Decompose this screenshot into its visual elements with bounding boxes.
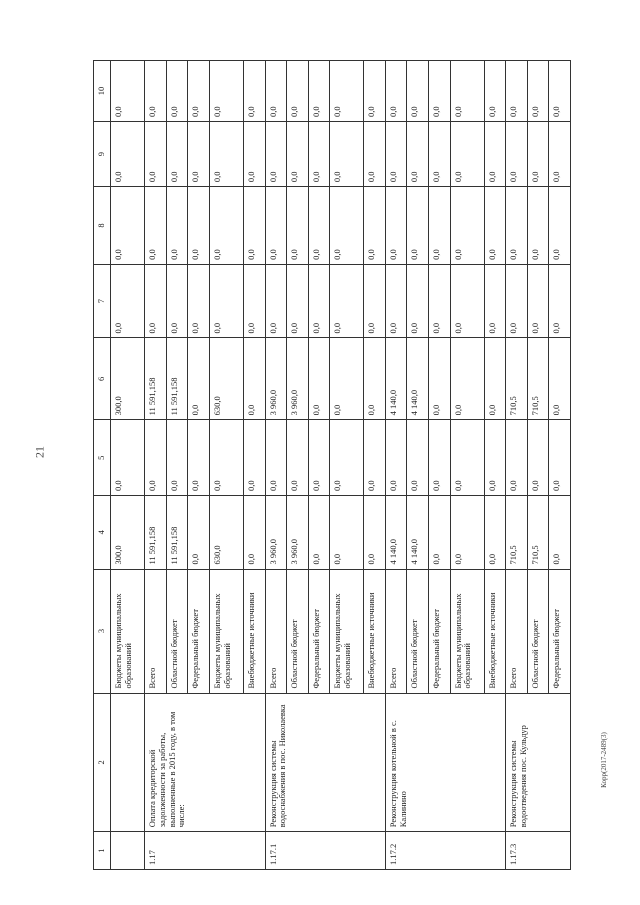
amount-cell: 0,0 [364, 264, 386, 338]
amount-cell: 300,0 [111, 496, 145, 570]
item-name: Реконструкция системы водоотведения пос. Кульдур [506, 693, 571, 832]
amount-cell: 0,0 [188, 187, 210, 265]
amount-cell: 0,0 [166, 61, 188, 122]
amount-cell: 3 960,0 [265, 496, 287, 570]
amount-cell: 0,0 [549, 338, 571, 420]
amount-cell: 0,0 [407, 61, 429, 122]
amount-cell: 0,0 [330, 338, 364, 420]
funding-source: Бюджеты муниципальных образований [111, 569, 145, 693]
amount-cell: 300,0 [111, 338, 145, 420]
amount-cell: 0,0 [308, 420, 330, 496]
amount-cell: 0,0 [450, 187, 484, 265]
amount-cell: 0,0 [308, 496, 330, 570]
amount-cell: 0,0 [450, 61, 484, 122]
column-number-header: 1 [94, 832, 111, 870]
amount-cell: 0,0 [385, 187, 407, 265]
amount-cell: 0,0 [287, 122, 309, 187]
item-code: 1.17 [145, 832, 265, 870]
table-body [111, 61, 571, 870]
amount-cell: 0,0 [385, 61, 407, 122]
item-code [111, 832, 145, 870]
amount-cell: 0,0 [188, 61, 210, 122]
amount-cell: 0,0 [330, 187, 364, 265]
amount-cell: 0,0 [145, 187, 167, 265]
amount-cell: 0,0 [111, 61, 145, 122]
amount-cell: 0,0 [166, 264, 188, 338]
item-name: Реконструкция котельной в с. Калинино [385, 693, 505, 832]
amount-cell: 0,0 [308, 187, 330, 265]
document-code: Корр(2017-2489(3) [600, 732, 608, 788]
amount-cell: 0,0 [308, 338, 330, 420]
amount-cell: 0,0 [429, 264, 451, 338]
amount-cell: 0,0 [243, 187, 265, 265]
amount-cell: 0,0 [484, 61, 506, 122]
amount-cell: 0,0 [287, 264, 309, 338]
funding-source: Всего [145, 569, 167, 693]
amount-cell: 0,0 [407, 122, 429, 187]
funding-source: Областной бюджет [166, 569, 188, 693]
rotated-table-wrapper [93, 60, 571, 870]
amount-cell: 0,0 [506, 61, 528, 122]
amount-cell: 0,0 [364, 496, 386, 570]
page-number: 21 [32, 446, 47, 458]
amount-cell: 0,0 [450, 264, 484, 338]
funding-source: Федеральный бюджет [188, 569, 210, 693]
funding-source: Федеральный бюджет [549, 569, 571, 693]
amount-cell: 0,0 [450, 338, 484, 420]
amount-cell: 0,0 [429, 187, 451, 265]
amount-cell: 0,0 [330, 496, 364, 570]
amount-cell: 710,5 [506, 496, 528, 570]
amount-cell: 0,0 [364, 420, 386, 496]
amount-cell: 0,0 [265, 122, 287, 187]
column-number-row [94, 61, 111, 870]
item-name: Оплата кредиторской задолженности за работы, выполненные в 2015 году, в том числе: [145, 693, 265, 832]
amount-cell: 0,0 [243, 420, 265, 496]
table-row [385, 61, 407, 870]
amount-cell: 4 140,0 [407, 338, 429, 420]
funding-source: Федеральный бюджет [429, 569, 451, 693]
amount-cell: 4 140,0 [385, 338, 407, 420]
funding-source: Бюджеты муниципальных образований [330, 569, 364, 693]
amount-cell: 0,0 [287, 420, 309, 496]
amount-cell: 0,0 [188, 420, 210, 496]
amount-cell: 0,0 [385, 420, 407, 496]
amount-cell: 710,5 [527, 496, 549, 570]
amount-cell: 0,0 [243, 264, 265, 338]
amount-cell: 0,0 [265, 61, 287, 122]
amount-cell: 0,0 [265, 187, 287, 265]
amount-cell: 0,0 [188, 496, 210, 570]
amount-cell: 0,0 [308, 264, 330, 338]
amount-cell: 0,0 [549, 496, 571, 570]
amount-cell: 3 960,0 [287, 338, 309, 420]
column-number-header: 5 [94, 420, 111, 496]
amount-cell: 0,0 [385, 122, 407, 187]
column-number-header: 9 [94, 122, 111, 187]
amount-cell: 0,0 [330, 61, 364, 122]
amount-cell: 0,0 [166, 122, 188, 187]
amount-cell: 0,0 [188, 338, 210, 420]
amount-cell: 0,0 [429, 420, 451, 496]
amount-cell: 0,0 [450, 420, 484, 496]
funding-source: Бюджеты муниципальных образований [209, 569, 243, 693]
amount-cell: 11 591,158 [145, 338, 167, 420]
amount-cell: 0,0 [506, 420, 528, 496]
amount-cell: 0,0 [549, 61, 571, 122]
amount-cell: 0,0 [209, 264, 243, 338]
amount-cell: 0,0 [111, 187, 145, 265]
column-number-header: 7 [94, 264, 111, 338]
amount-cell: 0,0 [506, 122, 528, 187]
amount-cell: 0,0 [429, 61, 451, 122]
funding-source: Областной бюджет [527, 569, 549, 693]
amount-cell: 710,5 [527, 338, 549, 420]
amount-cell: 0,0 [549, 420, 571, 496]
funding-source: Всего [265, 569, 287, 693]
amount-cell: 0,0 [364, 61, 386, 122]
amount-cell: 0,0 [385, 264, 407, 338]
table-row [111, 61, 145, 870]
amount-cell: 0,0 [243, 122, 265, 187]
amount-cell: 0,0 [308, 122, 330, 187]
column-number-header: 3 [94, 569, 111, 693]
amount-cell: 0,0 [209, 61, 243, 122]
amount-cell: 4 140,0 [385, 496, 407, 570]
amount-cell: 0,0 [484, 496, 506, 570]
amount-cell: 3 960,0 [287, 496, 309, 570]
item-code: 1.17.2 [385, 832, 505, 870]
funding-source: Всего [385, 569, 407, 693]
funding-source: Внебюджетные источники [243, 569, 265, 693]
amount-cell: 0,0 [506, 264, 528, 338]
amount-cell: 630,0 [209, 338, 243, 420]
amount-cell: 0,0 [549, 264, 571, 338]
column-number-header: 2 [94, 693, 111, 832]
amount-cell: 0,0 [243, 338, 265, 420]
amount-cell: 0,0 [287, 187, 309, 265]
amount-cell: 0,0 [145, 122, 167, 187]
amount-cell: 0,0 [145, 264, 167, 338]
amount-cell: 4 140,0 [407, 496, 429, 570]
amount-cell: 0,0 [484, 264, 506, 338]
amount-cell: 0,0 [166, 420, 188, 496]
amount-cell: 3 960,0 [265, 338, 287, 420]
amount-cell: 0,0 [484, 338, 506, 420]
amount-cell: 0,0 [450, 122, 484, 187]
funding-source: Областной бюджет [407, 569, 429, 693]
amount-cell: 0,0 [166, 187, 188, 265]
amount-cell: 11 591,158 [166, 496, 188, 570]
amount-cell: 0,0 [429, 122, 451, 187]
column-number-header: 6 [94, 338, 111, 420]
amount-cell: 0,0 [527, 61, 549, 122]
amount-cell: 0,0 [527, 420, 549, 496]
amount-cell: 0,0 [209, 122, 243, 187]
amount-cell: 0,0 [364, 338, 386, 420]
amount-cell: 0,0 [330, 264, 364, 338]
amount-cell: 0,0 [145, 61, 167, 122]
amount-cell: 0,0 [188, 122, 210, 187]
amount-cell: 0,0 [549, 122, 571, 187]
amount-cell: 0,0 [407, 264, 429, 338]
amount-cell: 0,0 [330, 122, 364, 187]
funding-source: Всего [506, 569, 528, 693]
table-row [145, 61, 167, 870]
amount-cell: 710,5 [506, 338, 528, 420]
amount-cell: 0,0 [484, 122, 506, 187]
amount-cell: 0,0 [243, 496, 265, 570]
amount-cell: 0,0 [364, 122, 386, 187]
amount-cell: 0,0 [287, 61, 309, 122]
amount-cell: 0,0 [145, 420, 167, 496]
funding-source: Бюджеты муниципальных образований [450, 569, 484, 693]
amount-cell: 0,0 [407, 420, 429, 496]
amount-cell: 0,0 [484, 187, 506, 265]
financing-table [93, 60, 571, 870]
amount-cell: 0,0 [243, 61, 265, 122]
amount-cell: 0,0 [330, 420, 364, 496]
item-code: 1.17.1 [265, 832, 385, 870]
amount-cell: 0,0 [209, 187, 243, 265]
item-name [111, 693, 145, 832]
table-row [506, 61, 528, 870]
amount-cell: 0,0 [209, 420, 243, 496]
column-number-header: 4 [94, 496, 111, 570]
amount-cell: 0,0 [407, 187, 429, 265]
funding-source: Областной бюджет [287, 569, 309, 693]
amount-cell: 0,0 [111, 264, 145, 338]
amount-cell: 0,0 [484, 420, 506, 496]
item-name: Реконструкция системы водоснабжения в пос. Николаевка [265, 693, 385, 832]
funding-source: Внебюджетные источники [364, 569, 386, 693]
amount-cell: 0,0 [506, 187, 528, 265]
amount-cell: 0,0 [111, 122, 145, 187]
table-row [265, 61, 287, 870]
amount-cell: 11 591,158 [166, 338, 188, 420]
amount-cell: 0,0 [527, 264, 549, 338]
amount-cell: 0,0 [450, 496, 484, 570]
amount-cell: 0,0 [429, 496, 451, 570]
amount-cell: 0,0 [549, 187, 571, 265]
amount-cell: 0,0 [308, 61, 330, 122]
amount-cell: 0,0 [527, 122, 549, 187]
column-number-header: 8 [94, 187, 111, 265]
amount-cell: 0,0 [527, 187, 549, 265]
amount-cell: 0,0 [188, 264, 210, 338]
amount-cell: 11 591,158 [145, 496, 167, 570]
funding-source: Внебюджетные источники [484, 569, 506, 693]
item-code: 1.17.3 [506, 832, 571, 870]
amount-cell: 0,0 [265, 264, 287, 338]
amount-cell: 0,0 [364, 187, 386, 265]
column-number-header: 10 [94, 61, 111, 122]
amount-cell: 0,0 [429, 338, 451, 420]
amount-cell: 0,0 [265, 420, 287, 496]
amount-cell: 630,0 [209, 496, 243, 570]
funding-source: Федеральный бюджет [308, 569, 330, 693]
amount-cell: 0,0 [111, 420, 145, 496]
